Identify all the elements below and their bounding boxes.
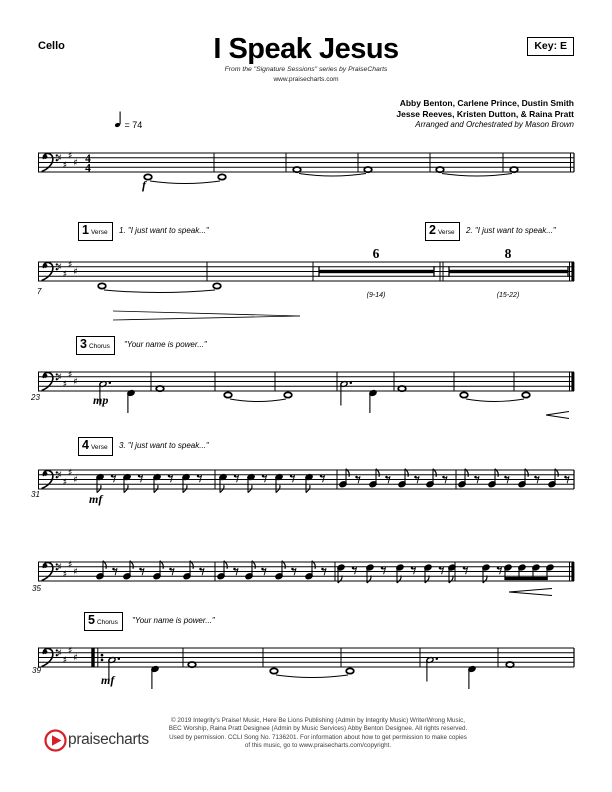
staff-system-5 bbox=[38, 560, 574, 596]
copyright-line-1: © 2019 Integrity's Praise! Music, Here Be Lions Publishing (Admin by Integrity Music) WriterWrong Music, bbox=[171, 717, 465, 724]
copyright-line-2: BEC Worship, Raina Pratt Designee (Admin by Music Services) Abby Benton Designee. All rights reserved. bbox=[168, 725, 468, 733]
dynamic-mp: mp bbox=[93, 393, 109, 407]
svg-text:♯: ♯ bbox=[73, 652, 78, 664]
svg-text:♯: ♯ bbox=[57, 647, 62, 659]
svg-text:♯: ♯ bbox=[73, 474, 78, 486]
svg-text:♯: ♯ bbox=[67, 467, 73, 479]
lyric-cue-5: "Your name is power..." bbox=[132, 616, 215, 625]
dynamic-mf-1: mf bbox=[89, 492, 103, 506]
svg-text:♯: ♯ bbox=[67, 150, 73, 162]
songwriter-credits bbox=[396, 98, 574, 119]
rehearsal-type: Chorus bbox=[88, 343, 110, 350]
copyright-line-4: of this music, go to www.praisecharts.com/copyright. bbox=[244, 742, 392, 750]
svg-text:♯: ♯ bbox=[67, 645, 73, 657]
instrument-label: Cello bbox=[38, 40, 65, 52]
time-signature-bottom: 4 bbox=[85, 162, 91, 175]
dynamic-mf-2: mf bbox=[101, 673, 115, 687]
rehearsal-number: 2 bbox=[429, 223, 436, 237]
svg-text:♯: ♯ bbox=[62, 569, 68, 581]
svg-text:♯: ♯ bbox=[67, 369, 73, 381]
rehearsal-type: Chorus bbox=[96, 619, 118, 626]
rehearsal-mark-5-chorus bbox=[84, 612, 123, 631]
rehearsal-type: Verse bbox=[90, 444, 108, 451]
svg-text:♯: ♯ bbox=[57, 469, 62, 481]
website-url: www.praisecharts.com bbox=[273, 76, 339, 83]
rehearsal-mark-3-chorus bbox=[76, 336, 115, 355]
staff-system-6 bbox=[38, 646, 574, 689]
svg-text:♯: ♯ bbox=[62, 655, 68, 667]
measure-number-31: 31 bbox=[31, 490, 40, 499]
lyric-cue-4: 3. "I just want to speak..." bbox=[119, 441, 209, 450]
svg-text:♯: ♯ bbox=[73, 266, 78, 278]
svg-text:♯: ♯ bbox=[67, 259, 73, 271]
rehearsal-mark-1-verse bbox=[78, 222, 113, 241]
measure-number-35: 35 bbox=[32, 584, 41, 593]
copyright-line-3: Used by permission. CCLI Song No. 7136201. For information about how to get permission to make copies bbox=[169, 733, 467, 741]
svg-text:♯: ♯ bbox=[62, 160, 68, 172]
rehearsal-type: Verse bbox=[90, 229, 108, 236]
praisecharts-logo-text: praisecharts bbox=[68, 731, 149, 748]
credits-line-2: Jesse Reeves, Kristen Dutton, & Raina Pratt bbox=[396, 108, 574, 119]
multirest-count-2: 8 bbox=[504, 246, 512, 261]
series-subtitle: From the "Signature Sessions" series by PraiseCharts bbox=[224, 66, 388, 73]
rehearsal-mark-2-verse bbox=[425, 222, 460, 241]
multirest-range-1: (9-14) bbox=[366, 292, 386, 299]
staff-system-3 bbox=[38, 370, 574, 419]
copyright-block bbox=[24, 717, 612, 751]
svg-text:♯: ♯ bbox=[62, 477, 68, 489]
lyric-cue-1: 1. "I just want to speak..." bbox=[119, 226, 209, 235]
lyric-cue-3: "Your name is power..." bbox=[124, 340, 207, 349]
arranger-credit: Arranged and Orchestrated by Mason Brown bbox=[415, 120, 574, 129]
svg-text:♯: ♯ bbox=[67, 559, 73, 571]
multirest-count-1: 6 bbox=[372, 246, 380, 261]
rehearsal-number: 4 bbox=[82, 438, 89, 452]
measure-number-7: 7 bbox=[37, 287, 42, 296]
svg-text:♯: ♯ bbox=[62, 379, 68, 391]
tempo-value: = 74 bbox=[124, 120, 143, 130]
svg-text:♯: ♯ bbox=[57, 561, 62, 573]
rehearsal-number: 1 bbox=[82, 223, 89, 237]
lyric-cue-2: 2. "I just want to speak..." bbox=[466, 226, 556, 235]
measure-number-23: 23 bbox=[31, 393, 40, 402]
staff-system-4 bbox=[38, 468, 574, 493]
credits-line-1: Abby Benton, Carlene Prince, Dustin Smith bbox=[399, 98, 574, 108]
rehearsal-type: Verse bbox=[437, 229, 455, 236]
staff-system-2 bbox=[38, 260, 574, 320]
svg-text:♯: ♯ bbox=[73, 157, 78, 169]
key-badge: Key: E bbox=[527, 37, 574, 56]
measure-number-39: 39 bbox=[32, 666, 41, 675]
svg-text:♯: ♯ bbox=[57, 371, 62, 383]
rehearsal-number: 5 bbox=[88, 613, 95, 627]
song-title: I Speak Jesus bbox=[213, 33, 399, 65]
tempo-marking bbox=[114, 112, 142, 131]
svg-text:♯: ♯ bbox=[62, 269, 68, 281]
rehearsal-mark-4-verse bbox=[78, 437, 113, 456]
time-signature-top: 4 bbox=[85, 152, 91, 165]
rehearsal-number: 3 bbox=[80, 337, 87, 351]
svg-text:♯: ♯ bbox=[57, 152, 62, 164]
multirest-range-2: (15-22) bbox=[496, 292, 520, 299]
dynamic-f: f bbox=[142, 178, 146, 192]
svg-text:♯: ♯ bbox=[73, 566, 78, 578]
svg-text:♯: ♯ bbox=[73, 376, 78, 388]
svg-text:♯: ♯ bbox=[57, 261, 62, 273]
staff-system-1 bbox=[38, 151, 574, 184]
